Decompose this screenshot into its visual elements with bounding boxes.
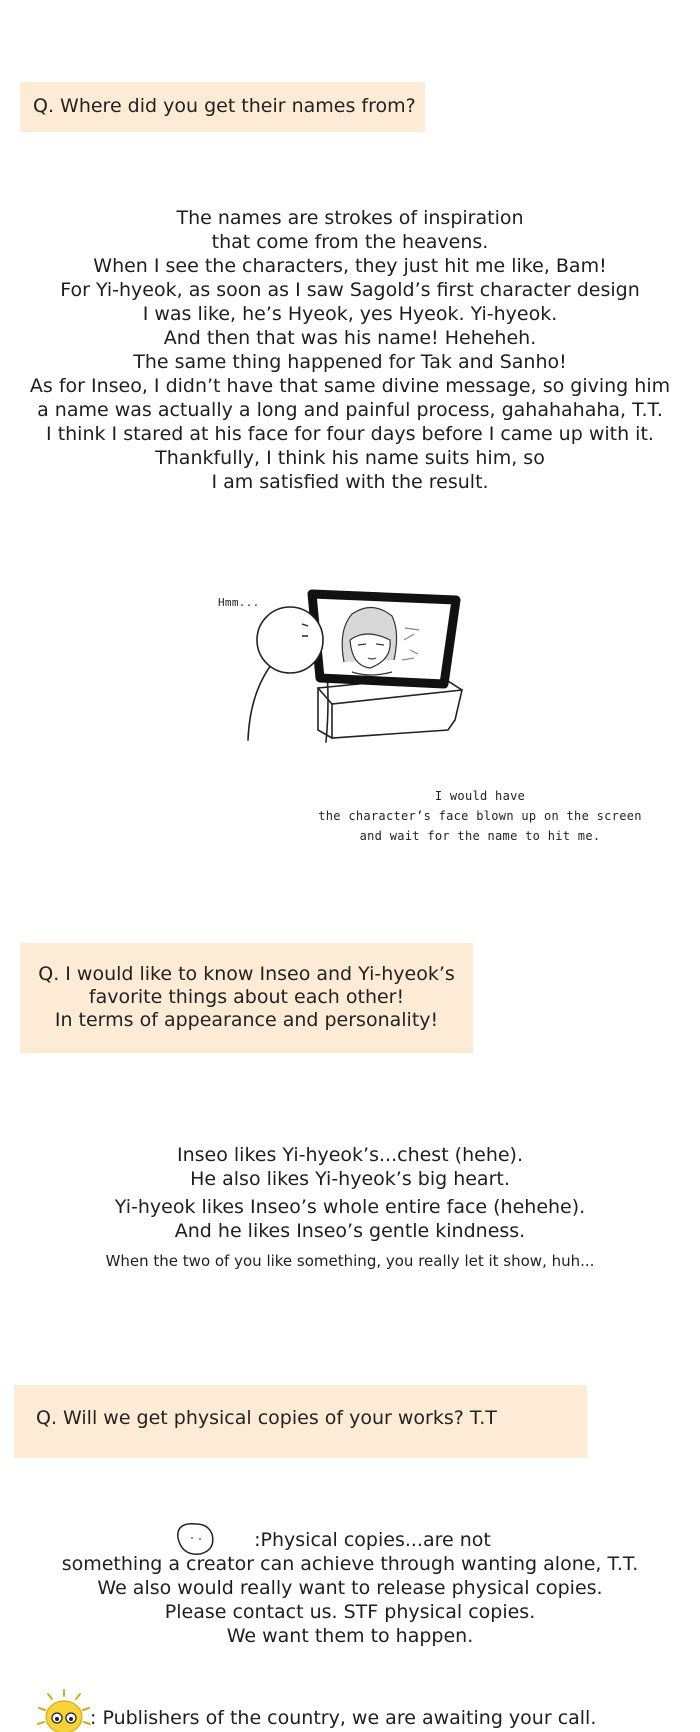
answer-line: I am satisfied with the result. — [211, 471, 489, 493]
speech-text: Hmm... — [218, 596, 260, 609]
answer-line: Please contact us. STF physical copies. — [164, 1601, 536, 1623]
caption-line: the character’s face blown up on the screen — [318, 809, 642, 823]
answer-line: We want them to happen. — [226, 1625, 474, 1647]
caption-line: and wait for the name to hit me. — [359, 829, 601, 843]
question-text: Q. Will we get physical copies of your works? T.T — [36, 1407, 497, 1429]
answer-line: When I see the characters, they just hit me like, Bam! — [93, 255, 607, 277]
footer-text: : Publishers of the country, we are awaiting your call. — [90, 1707, 597, 1729]
question-line: Q. I would like to know Inseo and Yi-hyeok’s — [38, 963, 455, 985]
answer-line: that come from the heavens. — [211, 231, 489, 253]
answer-line: And then that was his name! Heheheh. — [163, 327, 537, 349]
question-line: favorite things about each other! — [88, 986, 405, 1008]
aside-line: When the two of you like something, you really let it show, huh... — [105, 1252, 595, 1270]
answer-line: I was like, he’s Hyeok, yes Hyeok. Yi-hyeok. — [142, 303, 558, 325]
answer-line: Inseo likes Yi-hyeok’s...chest (hehe). — [176, 1144, 524, 1166]
answer-line: As for Inseo, I didn’t have that same divine message, so giving him — [29, 375, 671, 397]
answer-line: And he likes Inseo’s gentle kindness. — [174, 1220, 526, 1242]
answer-line: a name was actually a long and painful process, gahahahaha, T.T. — [37, 399, 663, 421]
answer-line: For Yi-hyeok, as soon as I saw Sagold’s first character design — [60, 279, 640, 301]
answer-line: something a creator can achieve through wanting alone, T.T. — [61, 1553, 639, 1575]
answer-first-line: :Physical copies...are not — [254, 1529, 491, 1551]
answer-line: We also would really want to release physical copies. — [97, 1577, 603, 1599]
question-line: In terms of appearance and personality! — [54, 1009, 439, 1031]
answer-line: I think I stared at his face for four days before I came up with it. — [46, 423, 654, 445]
answer-line: Yi-hyeok likes Inseo’s whole entire face (hehehe). — [114, 1196, 586, 1218]
caption-line: I would have — [434, 789, 526, 803]
question-text: Q. Where did you get their names from? — [33, 95, 416, 117]
answer-line: Thankfully, I think his name suits him, so — [155, 447, 545, 469]
answer-line: He also likes Yi-hyeok’s big heart. — [190, 1168, 510, 1190]
answer-line: The names are strokes of inspiration — [176, 207, 524, 229]
answer-line: The same thing happened for Tak and Sanho! — [133, 351, 567, 373]
